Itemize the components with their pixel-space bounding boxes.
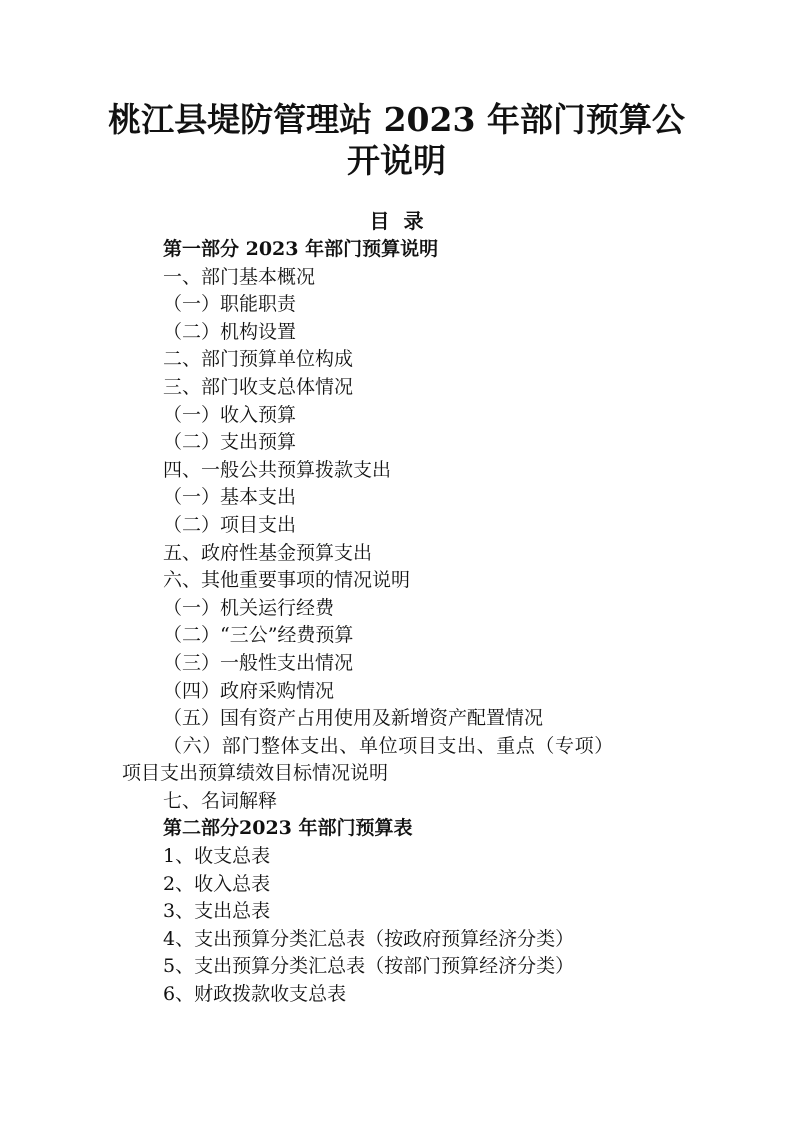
toc-entry: （二）“三公”经费预算 (163, 624, 354, 647)
toc-part-heading: 第二部分2023 年部门预算表 (163, 817, 413, 840)
toc-part-heading: 第一部分 2023 年部门预算说明 (163, 238, 439, 260)
toc-entry: （一）机关运行经费 (163, 596, 335, 619)
toc-entry: （一）职能职责 (163, 293, 297, 316)
document-title-line-2: 开说明 (347, 141, 446, 180)
toc-entry: 3、支出总表 (163, 900, 271, 923)
toc-entry: 项目支出预算绩效目标情况说明 (122, 762, 389, 785)
toc-entry: 5、支出预算分类汇总表（按部门预算经济分类） (163, 955, 575, 978)
toc-entry: 2、收入总表 (163, 872, 271, 895)
toc-entry: 4、支出预算分类汇总表（按政府预算经济分类） (163, 927, 575, 950)
toc-entry: 1、收支总表 (163, 845, 271, 868)
toc-entry: 一、部门基本概况 (163, 265, 316, 288)
toc-entry: （一）基本支出 (163, 486, 297, 509)
toc-entry: （二）项目支出 (163, 513, 297, 536)
toc-entry: 二、部门预算单位构成 (163, 348, 354, 371)
toc-entry: （四）政府采购情况 (163, 679, 335, 702)
toc-entry: （二）机构设置 (163, 320, 297, 343)
toc-entry: （五）国有资产占用使用及新增资产配置情况 (163, 707, 544, 730)
toc-entry: 三、部门收支总体情况 (163, 375, 354, 398)
toc-entry: （二）支出预算 (163, 431, 297, 454)
toc-entry: 四、一般公共预算拨款支出 (163, 458, 392, 481)
toc-entry: （三）一般性支出情况 (163, 651, 354, 674)
table-of-contents (122, 236, 682, 1009)
toc-entry: 6、财政拨款收支总表 (163, 983, 347, 1006)
toc-entry: 五、政府性基金预算支出 (163, 541, 373, 564)
toc-entry: （六）部门整体支出、单位项目支出、重点（专项） (163, 734, 614, 757)
toc-heading: 目录 (369, 209, 438, 233)
toc-entry: 七、名词解释 (163, 789, 278, 812)
toc-entry: （一）收入预算 (163, 403, 297, 426)
document-title-line-1: 桃江县堤防管理站 2023 年部门预算公 (108, 100, 685, 139)
toc-entry: 六、其他重要事项的情况说明 (163, 569, 411, 592)
